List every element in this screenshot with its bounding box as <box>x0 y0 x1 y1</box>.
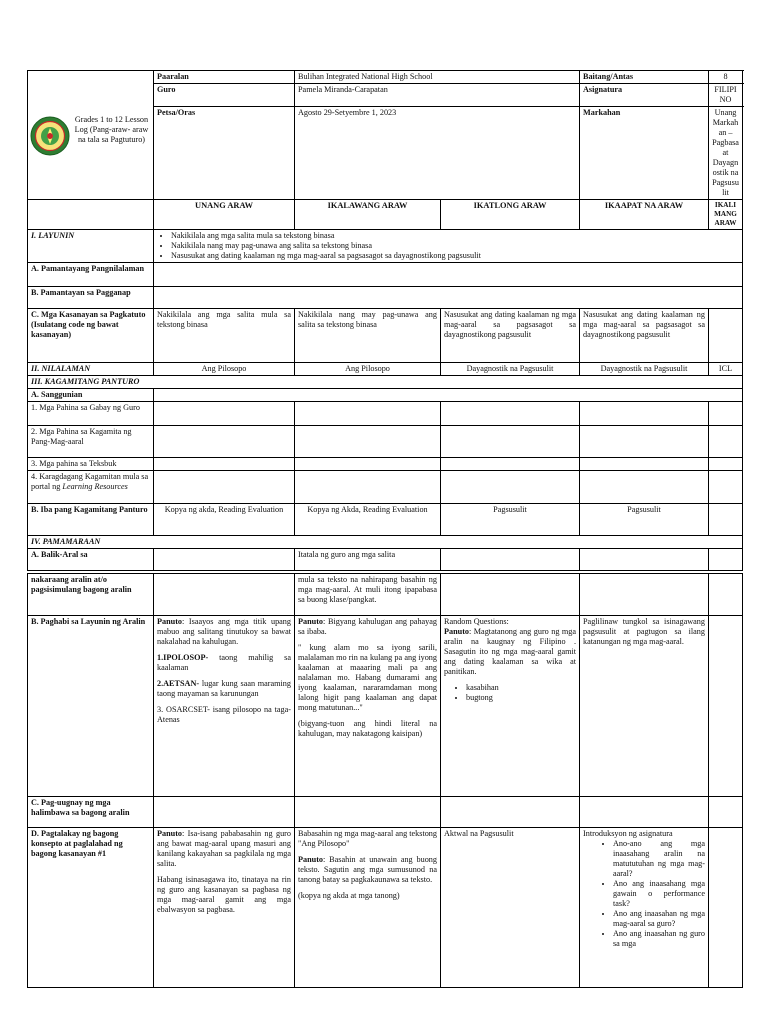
iba-pang-label: B. Iba pang Kagamitang Panturo <box>28 504 154 536</box>
quote-text: " kung alam mo sa iyong sarili, malalaman mo rin na kulang pa ang iyong kaalaman at maaaring mali pa ang nalalaman mo. Habang dumarami ang iyong kaalaman, nararamdaman mong lalong higit pang kaalaman ang dapat mong matutunan..." <box>298 643 437 712</box>
panuto-label: Panuto <box>157 617 183 626</box>
panuto-text: : Isa-isang pababasahin ng guro ang bawat mag-aaral upang masuri ang kanilang kakayahan sa pagkilala ng mga salita. <box>157 829 291 868</box>
sanggunian-value <box>154 389 743 402</box>
kagamitan-mag-aaral-label: 2. Mga Pahina sa Kagamita ng Pang-Mag-aaral <box>28 426 154 458</box>
guro-label: Guro <box>154 84 295 107</box>
expectation-item: • Ano-ano ang mga inaasahang aralin na matututuhan ng mga mag-aaral? <box>613 839 705 879</box>
learning-resources-text: Learning Resources <box>62 482 128 491</box>
nilalaman-day3: Dayagnostik na Pagsusulit <box>441 363 580 376</box>
objective-item: • Nakikilala ang mga salita mula sa tekstong binasa <box>171 231 739 241</box>
nilalaman-day1: Ang Pilosopo <box>154 363 295 376</box>
lesson-log-table-top <box>27 70 743 571</box>
pamantayang-pangnilalaman-label: A. Pamantayang Pangnilalaman <box>28 263 154 287</box>
pagtalakay-day2 <box>295 828 441 988</box>
paghabi-day4: Paglilinaw tungkol sa isinagawang pagsusulit at pagtugon sa ilang katanungan ng mga mag-aaral. <box>580 616 709 797</box>
day-header-3: IKATLONG ARAW <box>441 200 580 230</box>
panuto-text: : Magtatanong ang guro ng mga aralin na kaugnay ng Filipino . Sasagutin ito ng mga mag-aaral gamit ang dating kaalaman sa wika at panitikan. <box>444 627 576 676</box>
markahan-value: Unang Markahan – Pagbasa at Dayagnostik na Pagsusulit <box>709 107 743 200</box>
teksbuk-day3 <box>441 458 580 471</box>
header-logo-cell <box>28 71 154 200</box>
kagamitan-day2 <box>295 426 441 458</box>
gabay-day5 <box>709 402 743 426</box>
pagtalakay-day1 <box>154 828 295 988</box>
expectation-item: • Ano ang inaasahan ng mga mag-aaral sa guro? <box>613 909 705 929</box>
random-questions-title: Random Questions: <box>444 617 509 626</box>
kagamitan-day3 <box>441 426 580 458</box>
paghabi-day5 <box>709 616 743 797</box>
sanggunian-label: A. Sanggunian <box>28 389 154 402</box>
balik-aral-day2-bottom: mula sa teksto na nahirapang basahin ng mga mag-aaral. At muli itong ipapabasa sa buong klase/pangkat. <box>295 574 441 616</box>
day-header-5: IKALI MANG ARAW <box>709 200 743 230</box>
nilalaman-day5: ICL <box>709 363 743 376</box>
scrambled-word-2: 2.AETSAN- <box>157 679 200 688</box>
scrambled-item-3: 3. OSARCSET- isang pilosopo na taga-Atenas <box>157 705 291 724</box>
day-header-2: IKALAWANG ARAW <box>295 200 441 230</box>
balik-aral-day3-bottom <box>441 574 580 616</box>
pamantayan-pagganap-value <box>154 287 743 309</box>
karagdagang-label-text: 4. Karagdagang Kagamitan mula sa portal ng <box>31 472 149 491</box>
kasanayan-day1: Nakikilala ang mga salita mula sa tekstong binasa <box>154 309 295 363</box>
expectation-item: • Ano ang inaasahan ng guro sa mga <box>613 929 705 949</box>
teksbuk-day1 <box>154 458 295 471</box>
scrambled-word-1: 1.IPOLOSOP- <box>157 653 209 662</box>
kasanayan-day3: Nasusukat ang dating kaalaman ng mga mag-aaral sa pagsasagot sa dayagnostikong pagsusulit <box>441 309 580 363</box>
panuto-label: Panuto <box>298 855 324 864</box>
gabay-day4 <box>580 402 709 426</box>
iba-pang-day2: Kopya ng Akda, Reading Evaluation <box>295 504 441 536</box>
petsa-label: Petsa/Oras <box>154 107 295 200</box>
panuto-text: : Isaayos ang mga titik upang mabuo ang salitang tinutukoy sa bawat nakalahad na kahulugan. <box>157 617 291 646</box>
school-seal-logo <box>30 116 70 156</box>
nilalaman-day4: Dayagnostik na Pagsusulit <box>580 363 709 376</box>
iba-pang-day4: Pagsusulit <box>580 504 709 536</box>
teksbuk-day2 <box>295 458 441 471</box>
teksbuk-day5 <box>709 458 743 471</box>
layunin-label: I. LAYUNIN <box>28 230 154 263</box>
kagamitan-day5 <box>709 426 743 458</box>
baitang-value: 8 <box>709 71 743 84</box>
pag-uugnay-label: C. Pag-uugnay ng mga halimbawa sa bagong aralin <box>28 797 154 828</box>
paghabi-label: B. Paghabi sa Layunin ng Aralin <box>28 616 154 797</box>
teksbuk-day4 <box>580 458 709 471</box>
karagdagang-label <box>28 471 154 504</box>
iba-pang-day5 <box>709 504 743 536</box>
karagdagang-day5 <box>709 471 743 504</box>
balik-aral-day1-top <box>154 549 295 571</box>
pag-uugnay-day5 <box>709 797 743 828</box>
kagamitan-day4 <box>580 426 709 458</box>
nilalaman-label: II. NILALAMAN <box>28 363 154 376</box>
balik-aral-day4-bottom <box>580 574 709 616</box>
day-header-4: IKAAPAT NA ARAW <box>580 200 709 230</box>
pag-uugnay-day1 <box>154 797 295 828</box>
karagdagang-day1 <box>154 471 295 504</box>
expectation-item: • Ano ang inaasahang mga gawain o performance task? <box>613 879 705 909</box>
objective-item: • Nasusukat ang dating kaalaman ng mga mag-aaral sa pagsasagot sa dayagnostikong pagsusulit <box>171 251 739 261</box>
panuto-text: : Bigyang kahulugan ang pahayag sa ibaba. <box>298 617 437 636</box>
iba-pang-day1: Kopya ng akda, Reading Evaluation <box>154 504 295 536</box>
objective-item: • Nakikilala nang may pag-unawa ang salita sa tekstong binasa <box>171 241 739 251</box>
scrambled-definition-1: taong mahilig sa kaalaman <box>157 653 291 672</box>
balik-aral-day4-top <box>580 549 709 571</box>
quote-note: (bigyang-tuon ang hindi literal na kahulugan, may nakatagong kaisipan) <box>298 719 437 738</box>
pagtalakay-day1-paragraph: Habang isinasagawa ito, tinataya na rin ng guro ang kasanayan sa pagbasa ng mga mag-aaral gamit ang mga ebalwasyon sa pagbasa. <box>157 875 291 914</box>
pagtalakay-day3: Aktwal na Pagsusulit <box>441 828 580 988</box>
pag-uugnay-day4 <box>580 797 709 828</box>
asignatura-label: Asignatura <box>580 84 709 107</box>
baitang-label: Baitang/Antas <box>580 71 709 84</box>
pag-uugnay-day3 <box>441 797 580 828</box>
lesson-log-table-bottom <box>27 573 743 988</box>
kasanayan-label: C. Mga Kasanayan sa Pagkatuto (Isulatang code ng bawat kasanayan) <box>28 309 154 363</box>
scrambled-definition-2: lugar kung saan maraming taong mayaman sa karunungan <box>157 679 291 698</box>
paghabi-day2 <box>295 616 441 797</box>
markahan-label: Markahan <box>580 107 709 200</box>
kasanayan-day2: Nakikilala nang may pag-unawa ang salita sa tekstong binasa <box>295 309 441 363</box>
day-header-blank <box>28 200 154 230</box>
iba-pang-day3: Pagsusulit <box>441 504 580 536</box>
guro-value: Pamela Miranda-Carapatan <box>295 84 580 107</box>
karagdagang-day3 <box>441 471 580 504</box>
gabay-day2 <box>295 402 441 426</box>
kasanayan-day5 <box>709 309 743 363</box>
pamantayang-pangnilalaman-value <box>154 263 743 287</box>
pagtalakay-day2-intro: Babasahin ng mga mag-aaral ang tekstong "Ang Pilosopo" <box>298 829 437 848</box>
doc-title: Grades 1 to 12 Lesson Log (Pang-araw- araw na tala sa Pagtuturo) <box>74 114 149 144</box>
pagtalakay-day4 <box>580 828 709 988</box>
pagtalakay-day2-note: (kopya ng akda at mga tanong) <box>298 891 400 900</box>
balik-aral-day5-bottom <box>709 574 743 616</box>
balik-aral-day2-top: Itatala ng guro ang mga salita <box>295 549 441 571</box>
question-topic-item: • bugtong <box>466 693 576 703</box>
paghabi-day1 <box>154 616 295 797</box>
balik-aral-day5-top <box>709 549 743 571</box>
karagdagang-day4 <box>580 471 709 504</box>
balik-aral-day1-bottom <box>154 574 295 616</box>
paaralan-label: Paaralan <box>154 71 295 84</box>
balik-aral-label-bottom: nakaraang aralin at/o pagsisimulang bagong aralin <box>28 574 154 616</box>
gabay-day1 <box>154 402 295 426</box>
pagtalakay-day5 <box>709 828 743 988</box>
pag-uugnay-day2 <box>295 797 441 828</box>
petsa-value: Agosto 29-Setyembre 1, 2023 <box>295 107 580 200</box>
nilalaman-day2: Ang Pilosopo <box>295 363 441 376</box>
karagdagang-day2 <box>295 471 441 504</box>
balik-aral-label-top: A. Balik-Aral sa <box>28 549 154 571</box>
kagamitan-day1 <box>154 426 295 458</box>
pagtalakay-day4-intro: Introduksyon ng asignatura <box>583 829 673 838</box>
gabay-label: 1. Mga Pahina sa Gabay ng Guro <box>28 402 154 426</box>
asignatura-value: FILIPINO <box>709 84 743 107</box>
kasanayan-day4: Nasusukat ang dating kaalaman ng mga mag-aaral sa pagsasagot sa dayagnostikong pagsusulit <box>580 309 709 363</box>
panuto-label: Panuto <box>444 627 470 636</box>
pamamaraan-section-label: IV. PAMAMARAAN <box>28 536 743 549</box>
pagtalakay-label: D. Pagtalakay ng bagong konsepto at paglalahad ng bagong kasanayan #1 <box>28 828 154 988</box>
panuto-label: Panuto <box>157 829 183 838</box>
paghabi-day3 <box>441 616 580 797</box>
panuto-label: Panuto <box>298 617 324 626</box>
pamantayan-pagganap-label: B. Pamantayan sa Pagganap <box>28 287 154 309</box>
panuto-text: : Basahin at unawain ang buong teksto. Sagutin ang mga sumusunod na tanong batay sa pagkakaunawa sa teksto. <box>298 855 437 884</box>
day-header-1: UNANG ARAW <box>154 200 295 230</box>
question-topic-item: • kasabihan <box>466 683 576 693</box>
paaralan-value: Bulihan Integrated National High School <box>295 71 580 84</box>
teksbuk-label: 3. Mga pahina sa Teksbuk <box>28 458 154 471</box>
gabay-day3 <box>441 402 580 426</box>
kagamitan-section-label: III. KAGAMITANG PANTURO <box>28 376 743 389</box>
layunin-objectives <box>154 230 743 263</box>
balik-aral-day3-top <box>441 549 580 571</box>
